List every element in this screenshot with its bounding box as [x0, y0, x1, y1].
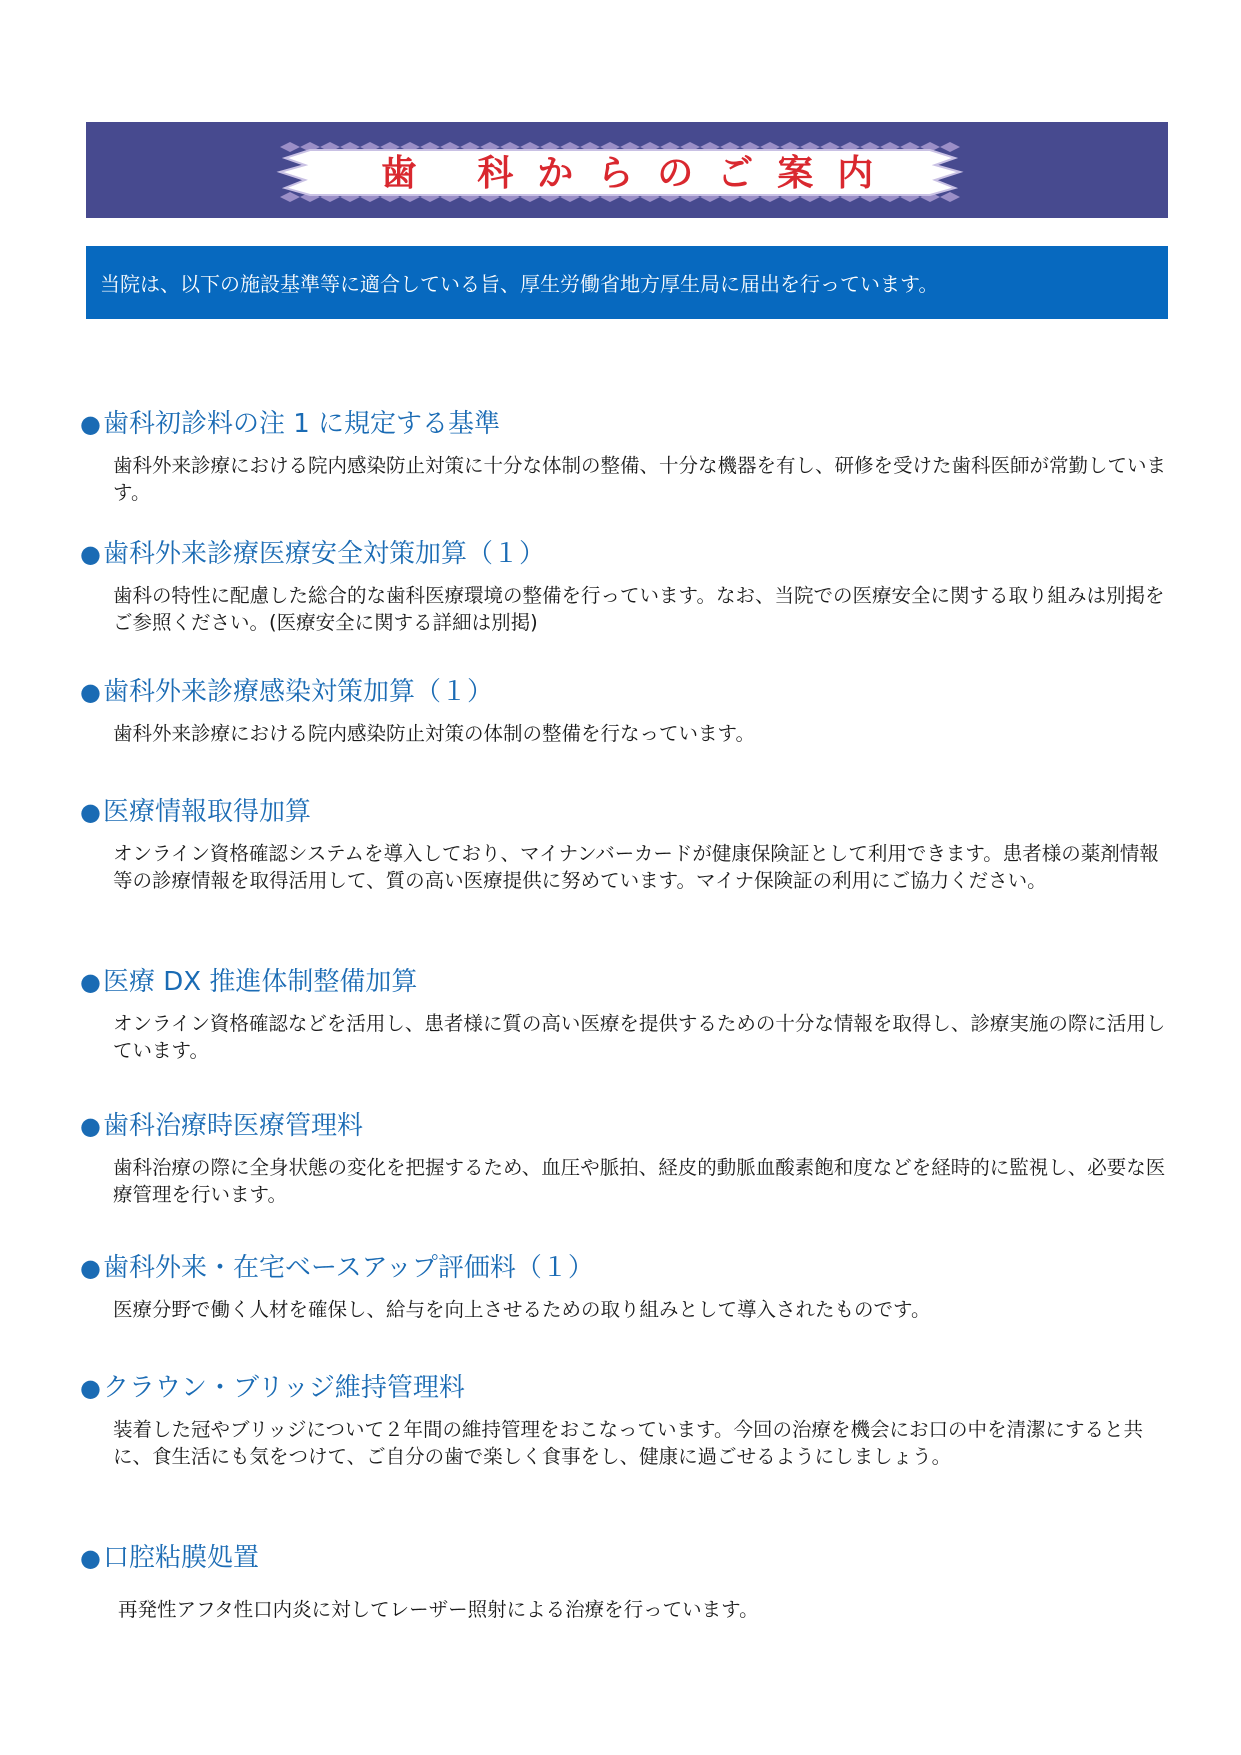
section-heading: [80, 966, 1170, 998]
section-item: [80, 1110, 1170, 1208]
section-heading-text: 歯科治療時医療管理料: [102, 1111, 363, 1141]
section-item: [80, 1542, 1170, 1623]
section-body: オンライン資格確認などを活用し、患者様に質の高い医療を提供するための十分な情報を取得し、診療実施の際に活用しています。: [113, 1012, 1166, 1062]
section-heading-text: 医療 DX 推進体制整備加算: [102, 967, 418, 997]
section-heading: [80, 1252, 1170, 1284]
section-body: 装着した冠やブリッジについて２年間の維持管理をおこなっています。今回の治療を機会にお口の中を清潔にすると共に、食生活にも気をつけて、ご自分の歯で楽しく食事をし、健康に過ごせるようにしましょう。: [113, 1418, 1143, 1468]
section-heading: [80, 676, 1170, 708]
section-body: オンライン資格確認システムを導入しており、マイナンバーカードが健康保険証として利用できます。患者様の薬剤情報等の診療情報を取得活用して、質の高い医療提供に努めています。マイナ保険証の利用にご協力ください。: [113, 842, 1159, 892]
bullet-icon: ●: [80, 678, 101, 706]
section-heading-text: 歯科外来診療感染対策加算（１）: [102, 677, 493, 707]
section-item: [80, 408, 1170, 506]
bullet-icon: ●: [80, 968, 101, 996]
section-heading-text: 歯科外来診療医療安全対策加算（１）: [102, 539, 545, 569]
section-item: [80, 796, 1170, 894]
notice-banner: [86, 246, 1168, 319]
section-body: 歯科外来診療における院内感染防止対策の体制の整備を行なっています。: [113, 722, 755, 745]
section-body: 再発性アフタ性口内炎に対してレーザー照射による治療を行っています。: [118, 1598, 759, 1621]
section-item: [80, 966, 1170, 1064]
section-item: [80, 538, 1170, 636]
bullet-icon: ●: [80, 1254, 101, 1282]
section-heading-text: 歯科外来・在宅ベースアップ評価料（１）: [102, 1253, 594, 1283]
section-heading-text: クラウン・ブリッジ維持管理料: [102, 1373, 465, 1403]
page-title: 歯 科からのご案内: [380, 152, 898, 194]
section-heading-text: 口腔粘膜処置: [102, 1543, 259, 1573]
section-body: 歯科の特性に配慮した総合的な歯科医療環境の整備を行っています。なお、当院での医療安全に関する取り組みは別掲をご参照ください。(医療安全に関する詳細は別掲): [113, 584, 1165, 634]
bullet-icon: ●: [80, 1112, 101, 1140]
section-body: 歯科外来診療における院内感染防止対策に十分な体制の整備、十分な機器を有し、研修を受けた歯科医師が常勤しています。: [113, 454, 1167, 504]
section-heading: [80, 1542, 1170, 1574]
bullet-icon: ●: [80, 410, 101, 438]
notice-text: 当院は、以下の施設基準等に適合している旨、厚生労働省地方厚生局に届出を行っています。: [100, 272, 939, 296]
section-item: [80, 1252, 1170, 1323]
section-heading: [80, 1110, 1170, 1142]
section-heading-text: 医療情報取得加算: [102, 797, 311, 827]
section-heading: [80, 408, 1170, 440]
bullet-icon: ●: [80, 1544, 101, 1572]
section-body: 医療分野で働く人材を確保し、給与を向上させるための取り組みとして導入されたものです。: [113, 1298, 931, 1321]
section-heading: [80, 538, 1170, 570]
section-heading-text: 歯科初診料の注 1 に規定する基準: [102, 409, 501, 439]
bullet-icon: ●: [80, 798, 101, 826]
bullet-icon: ●: [80, 540, 101, 568]
bullet-icon: ●: [80, 1374, 101, 1402]
section-item: [80, 676, 1170, 747]
section-heading: [80, 1372, 1170, 1404]
section-body: 歯科治療の際に全身状態の変化を把握するため、血圧や脈拍、経皮的動脈血酸素飽和度などを経時的に監視し、必要な医療管理を行います。: [113, 1156, 1166, 1206]
section-heading: [80, 796, 1170, 828]
section-item: [80, 1372, 1170, 1470]
